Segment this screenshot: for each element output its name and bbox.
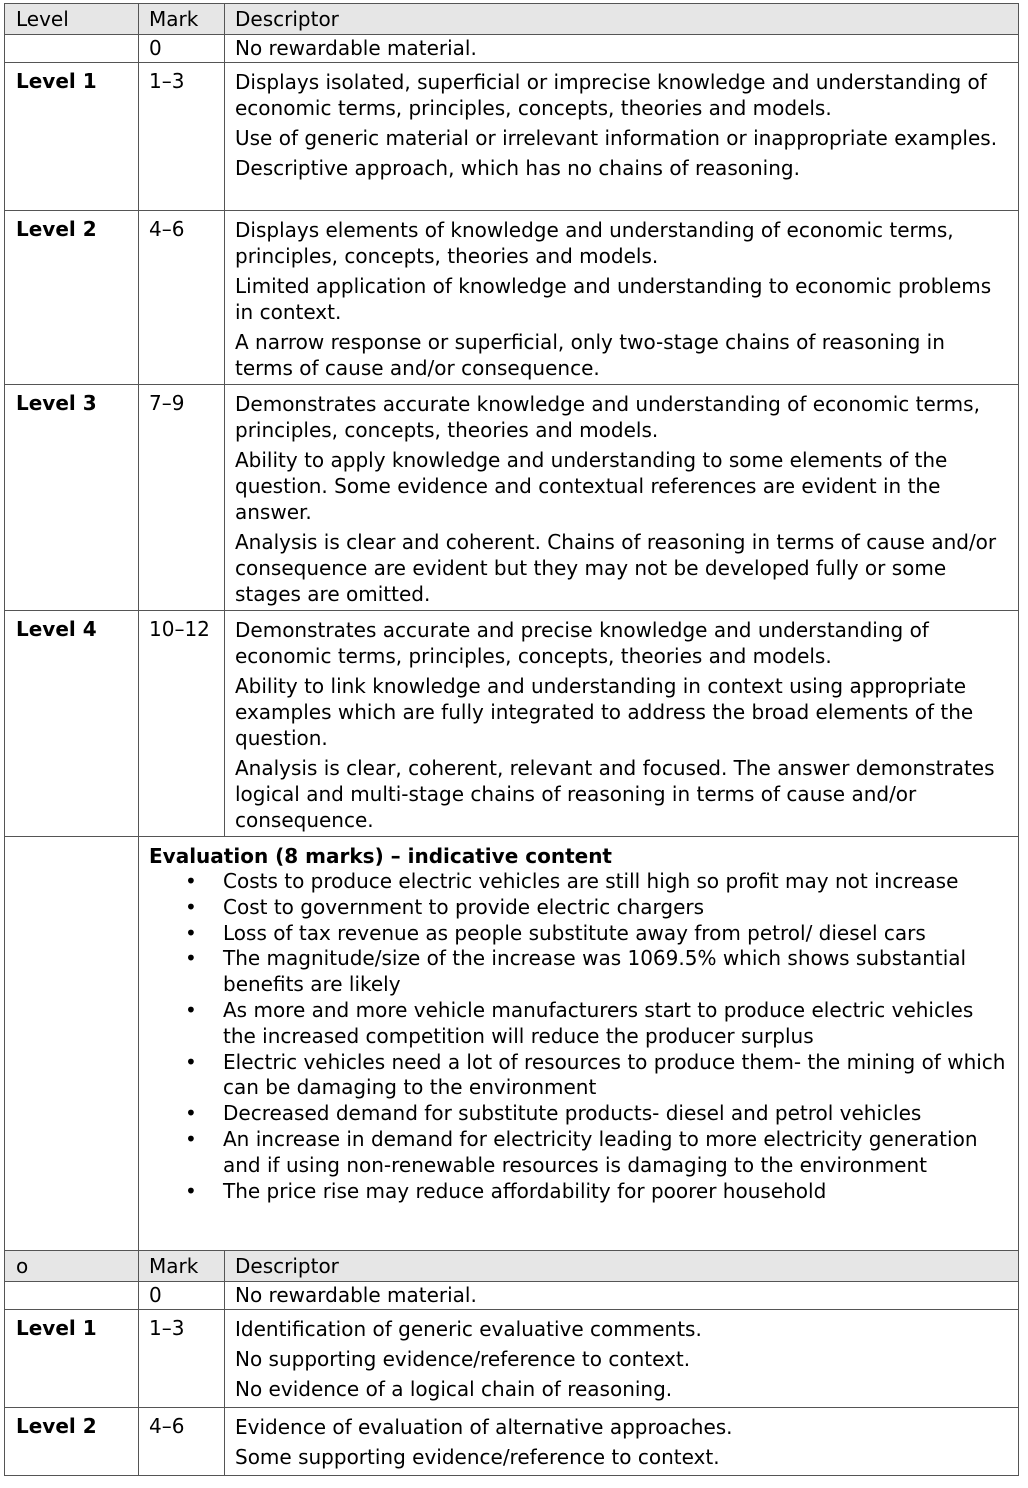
descriptor-line: No supporting evidence/reference to context. <box>235 1347 691 1371</box>
mark-cell: 1–3 <box>139 63 225 211</box>
descriptor-cell <box>225 63 1019 211</box>
evaluation-point: • An increase in demand for electricity leading to more electricity generation and if using non-renewable resources is damaging to the environment <box>223 1127 1010 1179</box>
mark-cell: 10–12 <box>139 611 225 837</box>
level-cell <box>5 1282 139 1310</box>
table2-row-level-2 <box>5 1408 1019 1476</box>
level-cell: Level 4 <box>5 611 139 837</box>
evaluation-point: • Decreased demand for substitute products- diesel and petrol vehicles <box>223 1101 1010 1127</box>
evaluation-title: Evaluation (8 marks) – indicative content <box>149 844 612 868</box>
table2-row-level-1 <box>5 1310 1019 1408</box>
descriptor-line: Demonstrates accurate knowledge and understanding of economic terms, principles, concepts, theories and models. <box>235 392 980 442</box>
descriptor-header: Descriptor <box>225 1251 1019 1282</box>
mark-cell: 0 <box>139 35 225 63</box>
mark-cell: 4–6 <box>139 211 225 385</box>
descriptor-line: Displays isolated, superficial or imprecise knowledge and understanding of economic terms, principles, concepts, theories and models. <box>235 70 987 120</box>
descriptor-line: Some supporting evidence/reference to context. <box>235 1445 720 1469</box>
mark-cell: 1–3 <box>139 1310 225 1408</box>
descriptor-cell <box>225 385 1019 611</box>
descriptor-cell: No rewardable material. <box>225 35 1019 63</box>
descriptor-line: Identification of generic evaluative comments. <box>235 1317 702 1341</box>
descriptor-cell <box>225 1408 1019 1476</box>
evaluation-point: • The magnitude/size of the increase was 1069.5% which shows substantial benefits are likely <box>223 946 1010 998</box>
descriptor-cell <box>225 1310 1019 1408</box>
descriptor-line: Displays elements of knowledge and understanding of economic terms, principles, concepts, theories and models. <box>235 218 954 268</box>
evaluation-point: • As more and more vehicle manufacturers start to produce electric vehicles the increased competition will reduce the producer surplus <box>223 998 1010 1050</box>
level-cell <box>5 35 139 63</box>
descriptor-line: Analysis is clear and coherent. Chains of reasoning in terms of cause and/or consequence are evident but they may not be developed fully or some stages are omitted. <box>235 530 997 606</box>
mark-header: Mark <box>139 1251 225 1282</box>
level-header: Level <box>5 4 139 35</box>
evaluation-point: • The price rise may reduce affordability for poorer household <box>223 1179 1010 1205</box>
mark-header: Mark <box>139 4 225 35</box>
evaluation-row <box>5 837 1019 1251</box>
descriptor-cell <box>225 211 1019 385</box>
descriptor-header: Descriptor <box>225 4 1019 35</box>
mark-cell: 4–6 <box>139 1408 225 1476</box>
descriptor-line: Evidence of evaluation of alternative approaches. <box>235 1415 733 1439</box>
evaluation-empty-cell <box>5 837 139 1251</box>
level-cell: Level 2 <box>5 211 139 385</box>
descriptor-line: Demonstrates accurate and precise knowledge and understanding of economic terms, principles, concepts, theories and models. <box>235 618 929 668</box>
descriptor-line: Analysis is clear, coherent, relevant and focused. The answer demonstrates logical and multi-stage chains of reasoning in terms of cause and/or consequence. <box>235 756 995 832</box>
descriptor-line: No evidence of a logical chain of reasoning. <box>235 1377 673 1401</box>
descriptor-line: Ability to apply knowledge and understanding to some elements of the question. Some evidence and contextual references are evident in the answer. <box>235 448 948 524</box>
descriptor-line: Limited application of knowledge and understanding to economic problems in context. <box>235 274 992 324</box>
mark-cell: 0 <box>139 1282 225 1310</box>
evaluation-point: • Electric vehicles need a lot of resources to produce them- the mining of which can be damaging to the environment <box>223 1050 1010 1102</box>
level-header: o <box>5 1251 139 1282</box>
table1-row-level-3 <box>5 385 1019 611</box>
descriptor-line: A narrow response or superficial, only two-stage chains of reasoning in terms of cause and/or consequence. <box>235 330 945 380</box>
descriptor-line: Use of generic material or irrelevant information or inappropriate examples. <box>235 126 998 150</box>
table1-row-level-2 <box>5 211 1019 385</box>
mark-cell: 7–9 <box>139 385 225 611</box>
evaluation-point: • Costs to produce electric vehicles are still high so profit may not increase <box>223 869 1010 895</box>
level-cell: Level 1 <box>5 1310 139 1408</box>
table1-row-level-1 <box>5 63 1019 211</box>
table2-zero-row <box>5 1282 1019 1310</box>
descriptor-cell: No rewardable material. <box>225 1282 1019 1310</box>
table1-zero-row <box>5 35 1019 63</box>
descriptor-line: Ability to link knowledge and understanding in context using appropriate examples which are fully integrated to address the broad elements of the question. <box>235 674 974 750</box>
level-cell: Level 2 <box>5 1408 139 1476</box>
mark-scheme-sheet <box>4 3 1018 1476</box>
evaluation-point: • Loss of tax revenue as people substitute away from petrol/ diesel cars <box>223 921 1010 947</box>
level-cell: Level 3 <box>5 385 139 611</box>
table1-header-row <box>5 4 1019 35</box>
table2-header-row <box>5 1251 1019 1282</box>
evaluation-point: • Cost to government to provide electric chargers <box>223 895 1010 921</box>
evaluation-points <box>149 869 1010 1204</box>
table1-row-level-4 <box>5 611 1019 837</box>
evaluation-content <box>139 837 1019 1251</box>
level-cell: Level 1 <box>5 63 139 211</box>
mark-scheme-table <box>4 3 1019 1476</box>
descriptor-cell <box>225 611 1019 837</box>
descriptor-line: Descriptive approach, which has no chains of reasoning. <box>235 156 800 180</box>
